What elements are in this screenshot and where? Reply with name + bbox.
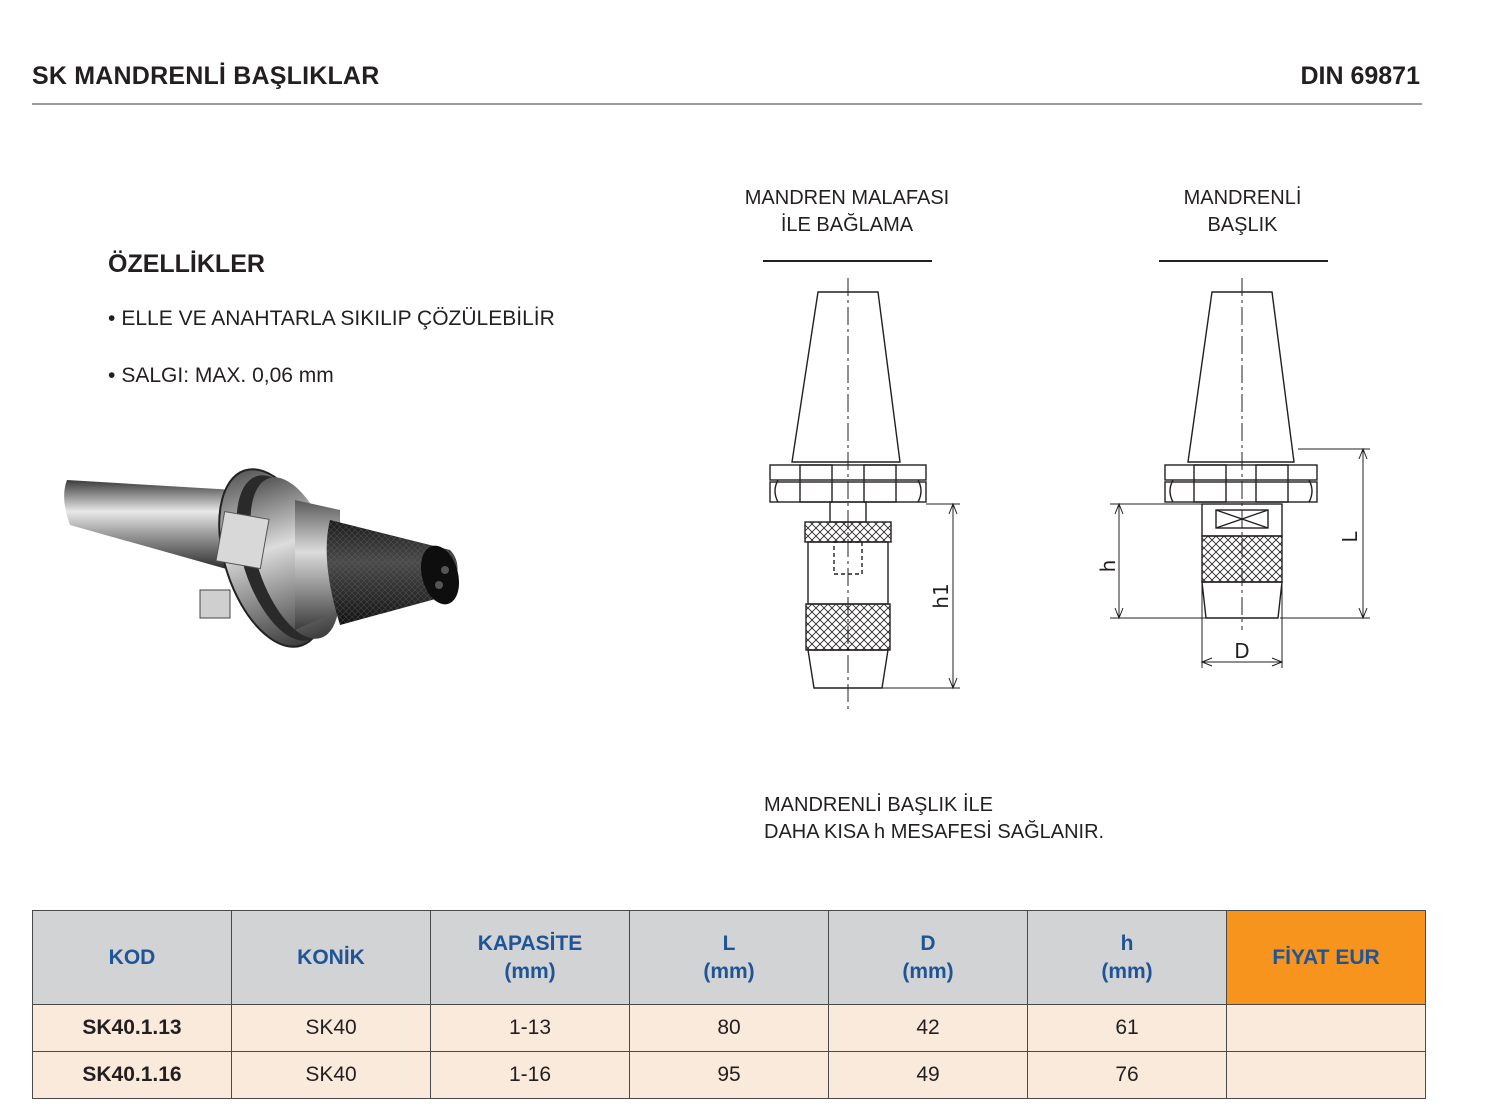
dim-label-D: D	[1234, 639, 1250, 663]
table-header-row	[33, 911, 1426, 1005]
left-drawing-caption	[737, 185, 957, 239]
cell-price	[1227, 1005, 1426, 1052]
col-header-kapasite: KAPASİTE (mm)	[431, 911, 630, 1005]
feature-item	[108, 364, 334, 388]
cell-code: SK40.1.13	[33, 1005, 232, 1052]
caption-line: MANDRENLİ	[1183, 187, 1302, 209]
left-drawing	[763, 261, 960, 712]
header-divider	[32, 103, 1422, 105]
cell-kapasite: 1-13	[431, 1005, 630, 1052]
col-header-kod: KOD	[33, 911, 232, 1005]
cell-konik: SK40	[232, 1052, 431, 1099]
standard-label: DIN 69871	[1300, 62, 1420, 90]
feature-item	[108, 307, 555, 331]
col-header-konik: KONİK	[232, 911, 431, 1005]
cell-d: 42	[829, 1005, 1028, 1052]
col-header-price: FİYAT EUR	[1227, 911, 1426, 1005]
table-row	[33, 1052, 1426, 1099]
dim-label-L: L	[1338, 531, 1362, 543]
caption-line: BAŞLIK	[1207, 214, 1278, 236]
spec-table	[32, 910, 1426, 1099]
dim-label-h1: h1	[929, 583, 953, 609]
features-title: ÖZELLİKLER	[108, 250, 265, 278]
bullet: •	[108, 364, 116, 387]
technical-drawings	[720, 250, 1420, 720]
cell-h: 61	[1028, 1005, 1227, 1052]
col-header-l: L (mm)	[630, 911, 829, 1005]
cell-code: SK40.1.16	[33, 1052, 232, 1099]
cell-d: 49	[829, 1052, 1028, 1099]
feature-text: SALGI: MAX. 0,06 mm	[121, 364, 334, 387]
cell-l: 95	[630, 1052, 829, 1099]
col-header-d: D (mm)	[829, 911, 1028, 1005]
caption-line: İLE BAĞLAMA	[780, 214, 914, 236]
product-photo	[55, 440, 475, 690]
bullet: •	[108, 307, 116, 330]
cell-price	[1227, 1052, 1426, 1099]
note-line: MANDRENLİ BAŞLIK İLE	[764, 794, 993, 816]
page-title: SK MANDRENLİ BAŞLIKLAR	[32, 62, 380, 90]
cell-konik: SK40	[232, 1005, 431, 1052]
cell-h: 76	[1028, 1052, 1227, 1099]
right-drawing	[1110, 261, 1370, 668]
note-line: DAHA KISA h MESAFESİ SAĞLANIR.	[764, 821, 1105, 843]
table-row	[33, 1005, 1426, 1052]
drawing-note	[764, 792, 1104, 846]
feature-text: ELLE VE ANAHTARLA SIKILIP ÇÖZÜLEBİLİR	[121, 307, 555, 330]
cell-l: 80	[630, 1005, 829, 1052]
dim-label-h: h	[1096, 559, 1120, 573]
right-drawing-caption	[1140, 185, 1345, 239]
col-header-h: h (mm)	[1028, 911, 1227, 1005]
caption-line: MANDREN MALAFASI	[744, 187, 950, 209]
cell-kapasite: 1-16	[431, 1052, 630, 1099]
